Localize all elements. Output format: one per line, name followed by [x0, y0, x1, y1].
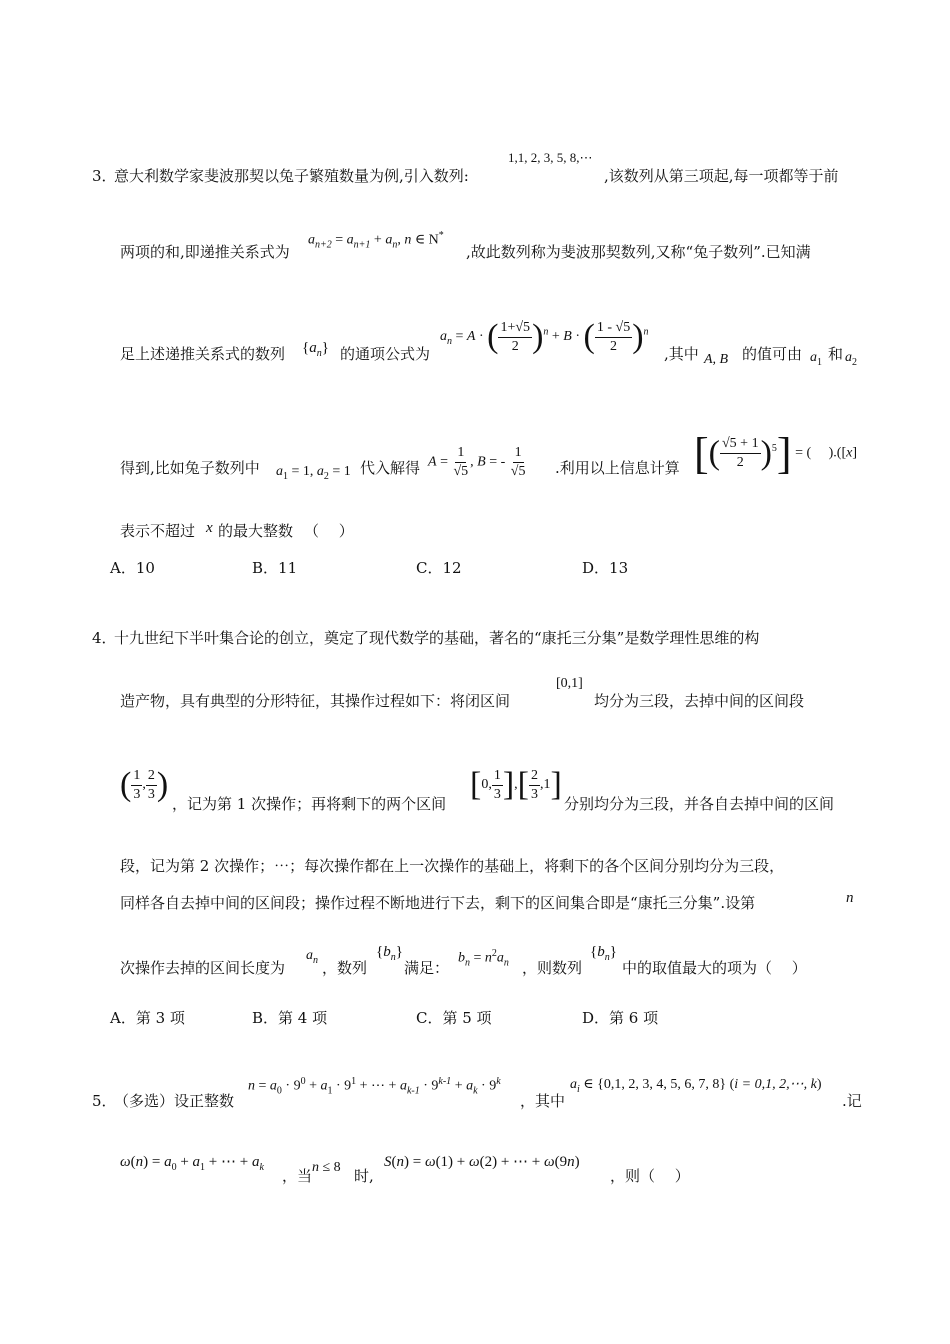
interval-0-1: [0,1] — [556, 676, 583, 691]
binet-formula: $a_n = A$ · ( $\frac{1+√5}{2}$ )$^n$ + B · ( $\frac{1 - √5}{2}$ )$^n$ — [440, 318, 649, 355]
option-b[interactable]: B．第 4 项 — [252, 1009, 328, 1027]
question-text: .记 — [842, 1092, 862, 1110]
question-text: 时, — [354, 1167, 374, 1185]
question-text: 代入解得 — [360, 459, 421, 477]
question-text: 两项的和,即递推关系式为 — [120, 243, 290, 261]
option-c[interactable]: C．12 — [416, 559, 462, 577]
sequence-a: $\{a_n\}$ — [302, 340, 329, 359]
question-text: ，则数列 — [522, 959, 583, 977]
bn-formula: $b_n = n^2a_n$ — [458, 948, 509, 969]
question-text: 均分为三段，去掉中间的区间段 — [594, 692, 805, 710]
a1: $a_1$ — [810, 350, 822, 368]
s-definition: S(n) = ω(1) + ω(2) + ⋯ + ω(9n) — [384, 1154, 580, 1170]
digit-condition: $a_i$ ∈ {0,1, 2, 3, 4, 5, 6, 7, 8} (i = 0,1, 2,⋯, k) — [570, 1077, 822, 1095]
question-text: 的最大整数 — [218, 522, 294, 540]
question-text: 和 — [828, 345, 844, 363]
question-number: 4． — [92, 629, 117, 647]
option-c[interactable]: C．第 5 项 — [416, 1009, 492, 1027]
question-text: 段，记为第 2 次操作；⋯；每次操作都在上一次操作的基础上，将剩下的各个区间分别均分为三段， — [120, 857, 785, 875]
a-n: $a_n$ — [306, 948, 318, 966]
question-text: ,故此数列称为斐波那契数列,又称“兔子数列”.已知满 — [466, 243, 811, 261]
question-text: 表示不超过 — [120, 522, 196, 540]
digit-set: 0,1, 2, 3, 4, 5, 6, 7, 8 — [603, 1077, 720, 1092]
question-text: 分别均分为三段，并各自去掉中间的区间 — [564, 795, 835, 813]
question-text: ，则（ ） — [610, 1167, 690, 1185]
floor-expression: [( $\frac{√5 + 1}{2}$ )$^5$] = ( ).([x] — [694, 429, 857, 478]
question-text: 同样各自去掉中间的区间段；操作过程不断地进行下去，剩下的区间集合即是“康托三分集”.设第 — [120, 894, 756, 912]
question-text: 的值可由 — [742, 345, 803, 363]
question-text: ，当 — [282, 1167, 313, 1185]
question-text: 满足： — [404, 959, 450, 977]
question-text: 中的取值最大的项为（ ） — [622, 959, 807, 977]
initial-values: $a_1 = 1$, $a_2 = 1$ — [276, 464, 351, 482]
omega-definition: $\omega(n) = a_0 + a_1$ + ⋯ + $a_k$ — [120, 1154, 264, 1173]
question-text: .利用以上信息计算 — [555, 459, 680, 477]
variables-a-b: A, B — [704, 352, 729, 367]
base9-expansion: $n = a_0 \cdot 9^0 + a_1 \cdot 9^1$ + ⋯ + $a_{k-1} \cdot 9^{k-1} + a_k \cdot 9^k$ — [248, 1076, 501, 1097]
fibonacci-sequence: 1,1, 2, 3, 5, 8,⋯ — [508, 150, 593, 165]
remaining-intervals: [0, $\frac{1}{3}$ ],[ $\frac{2}{3}$ ,1] — [470, 766, 562, 803]
question-text: 次操作去掉的区间长度为 — [120, 959, 286, 977]
index-range: i = 0,1, 2,⋯, k — [734, 1077, 817, 1092]
question-text: ,该数列从第三项起,每一项都等于前 — [604, 167, 839, 185]
answer-paren: （ ） — [304, 522, 354, 540]
question-text: ，数列 — [322, 959, 368, 977]
option-b[interactable]: B．11 — [252, 559, 298, 577]
question-number: 3． — [92, 167, 117, 185]
recurrence-formula: $a_{n+2} = a_{n+1} + a_n$, n ∈ N* — [308, 230, 444, 251]
question-text: （多选）设正整数 — [114, 1092, 235, 1110]
question-text: ，记为第 1 次操作；再将剩下的两个区间 — [172, 795, 447, 813]
question-number: 5． — [92, 1092, 117, 1110]
question-text: 十九世纪下半叶集合论的创立，奠定了现代数学的基础，著名的“康托三分集”是数学理性思维的构 — [114, 629, 760, 647]
question-text: 意大利数学家斐波那契以兔子繁殖数量为例,引入数列: — [114, 167, 469, 185]
interval-third: ( $\frac{1}{3}$ , $\frac{2}{3}$ ) — [120, 766, 169, 803]
n-condition: n ≤ 8 — [312, 1160, 341, 1175]
question-text: 足上述递推关系式的数列 — [120, 345, 286, 363]
question-text: 得到,比如兔子数列中 — [120, 459, 260, 477]
option-a[interactable]: A．10 — [110, 559, 155, 577]
variable-n: n — [846, 890, 854, 906]
sequence-b: $\{b_n\}$ — [376, 944, 403, 963]
question-text: ,其中 — [664, 345, 699, 363]
option-a[interactable]: A．第 3 项 — [110, 1009, 185, 1027]
solution-a-b: A = $\frac{1}{√5}$ , B = - $\frac{1}{√5}$ — [428, 445, 526, 479]
question-text: 造产物，具有典型的分形特征，其操作过程如下：将闭区间 — [120, 692, 511, 710]
sequence-b: $\{b_n\}$ — [590, 944, 617, 963]
option-d[interactable]: D．13 — [582, 559, 629, 577]
a2: $a_2$ — [845, 350, 857, 368]
question-text: ，其中 — [520, 1092, 566, 1110]
variable-x: x — [206, 520, 213, 536]
question-text: 的通项公式为 — [340, 345, 431, 363]
option-d[interactable]: D．第 6 项 — [582, 1009, 659, 1027]
